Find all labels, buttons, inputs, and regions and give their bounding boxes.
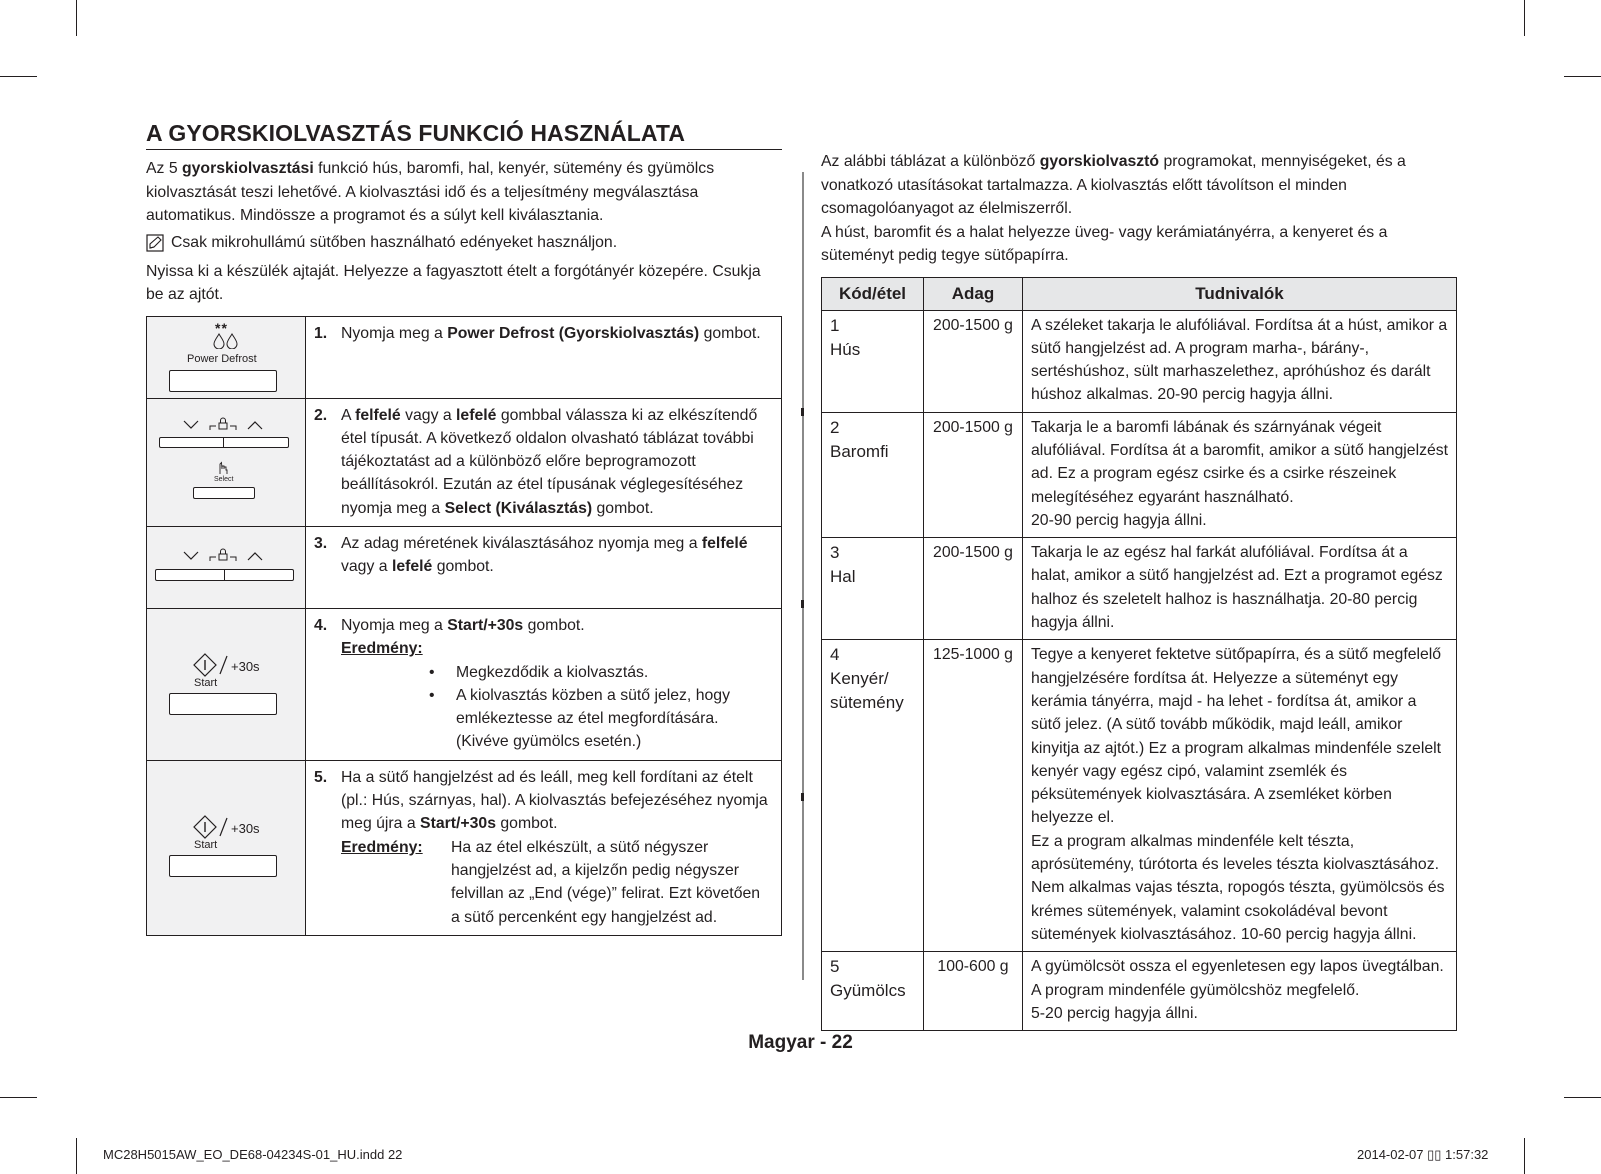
- note-text: Csak mikrohullámú sütőben használható edényeket használjon.: [171, 233, 618, 251]
- step-number: 4.: [314, 616, 328, 634]
- defrost-programs-table: [821, 277, 1457, 1032]
- intro-text: Az 5: [146, 160, 182, 177]
- power-defrost-label: Power Defrost: [187, 352, 257, 365]
- step-number: 3.: [314, 534, 328, 552]
- left-column: [146, 120, 782, 936]
- crop-mark: [76, 1138, 77, 1174]
- crop-mark: [1564, 76, 1601, 77]
- step-2: [306, 398, 782, 526]
- start-button[interactable]: [169, 855, 277, 877]
- up-down-panel: [147, 526, 306, 608]
- result-label: Eredmény:: [341, 640, 423, 658]
- up-button[interactable]: [224, 569, 294, 581]
- column-header: Kód/étel: [822, 277, 924, 310]
- hand-icon: [217, 461, 229, 475]
- list-item: • A kiolvasztás közben a sütő jelez, hogy emlékeztesse az étel megfordítására. (Kivéve gyümölcs esetén.): [429, 684, 773, 754]
- table-row: [822, 310, 1457, 412]
- table-row: [822, 412, 1457, 537]
- notes-cell: Takarja le az egész hal farkát alufóliával. Fordítsa át a halat, amikor a sütő hangjelzést ad. Ezt a programot egész halhoz és szeletelt halhoz is használhatja. 20-80 percig hagyja állni.: [1023, 538, 1457, 640]
- step-text: Nyomja meg a Power Defrost (Gyorskiolvasztás) gombot.: [341, 324, 761, 342]
- down-arrow-icon: [183, 551, 199, 561]
- notes-cell: A széleket takarja le alufóliával. Fordítsa át a húst, amikor a sütő hangjelzést ad. A program marha-, bárány-, sertéshúshoz, sült marhaszelethez, apróhúshoz és darált húshoz alkalmas. 20-90 percig hagyja állni.: [1023, 310, 1457, 412]
- plus30-label: +30s: [231, 658, 260, 674]
- step-row: [147, 608, 782, 760]
- footer-date: 2014-02-07 ▯▯ 1:57:32: [1357, 1147, 1489, 1162]
- divider-tick: [801, 600, 804, 608]
- step-number: 2.: [314, 406, 328, 424]
- power-defrost-panel: [147, 316, 306, 398]
- step-5: [306, 760, 782, 935]
- step-text: Az adag méretének kiválasztásához nyomja meg a felfelé vagy a lefelé gombot.: [341, 534, 748, 576]
- amount-cell: 100-600 g: [924, 952, 1023, 1031]
- water-drops-icon: [213, 333, 239, 349]
- step-1: [306, 316, 782, 398]
- start-panel: [147, 608, 306, 760]
- intro-text-rest: funkció hús, baromfi, hal, kenyér, sütemény és gyümölcs kiolvasztását teszi lehetővé. A kiolvasztási idő és a teljesítmény megválasztása automatikus. Mindössze a programot és a súlyt kell kiválasztania.: [146, 160, 715, 224]
- crop-mark: [1524, 0, 1525, 36]
- code-cell: 1 Hús: [822, 310, 924, 412]
- column-header: Adag: [924, 277, 1023, 310]
- notes-cell: A gyümölcsöt ossza el egyenletesen egy lapos üvegtálban. A program mindenféle gyümölcshöz megfelelő. 5-20 percig hagyja állni.: [1023, 952, 1457, 1031]
- intro-paragraph: [146, 157, 782, 228]
- step-text: Ha a sütő hangjelzést ad és leáll, meg kell fordítani az ételt (pl.: Hús, szárnyas, hal). A kiolvasztás befejezéséhez nyomja meg újra a Start/+30s gombot. Eredmény: Ha az étel elkészült, a sütő négyszer hangjelzést ad, a kijelzőn pedig négyszer felvillan az „End (vége)” felirat. Ezt követően a sütő percenként egy hangjelzést ad.: [341, 766, 773, 929]
- step-text: A felfelé vagy a lefelé gombbal válassza ki az elkészítendő étel típusát. A következő oldalon olvasható táblázat további tájékoztatást ad a különböző előre beprogramozott beállításokról. Ezután az étel típusának véglegesítéséhez nyomja meg a Select (Kiválasztás) gombot.: [341, 406, 758, 517]
- amount-cell: 200-1500 g: [924, 412, 1023, 537]
- crop-mark: [0, 1097, 37, 1098]
- step-text: Nyomja meg a Start/+30s gombot. Eredmény: • Megkezdődik a kiolvasztás. • A kiolvasztás közben a sütő jelez, hogy emlékeztesse az étel megfordítására. (Kivéve gyümölcs esetén.): [341, 614, 773, 754]
- column-header: Tudnivalók: [1023, 277, 1457, 310]
- amount-cell: 200-1500 g: [924, 538, 1023, 640]
- start-label: Start: [194, 676, 218, 689]
- code-cell: 3 Hal: [822, 538, 924, 640]
- page-number: Magyar - 22: [748, 1032, 853, 1053]
- right-column: [821, 150, 1457, 1031]
- code-cell: 5 Gyümölcs: [822, 952, 924, 1031]
- up-arrow-icon: [247, 420, 263, 430]
- crop-mark: [1524, 1138, 1525, 1174]
- amount-cell: 200-1500 g: [924, 310, 1023, 412]
- power-defrost-button[interactable]: [169, 370, 277, 392]
- table-row: [822, 640, 1457, 952]
- snowflake-icon: **: [215, 319, 228, 336]
- lock-icon: [209, 417, 237, 431]
- crop-mark: [0, 76, 37, 77]
- plus30-label: +30s: [231, 820, 260, 836]
- down-button[interactable]: [159, 437, 224, 448]
- code-cell: 4 Kenyér/ sütemény: [822, 640, 924, 952]
- list-item: • Megkezdődik a kiolvasztás.: [429, 661, 773, 684]
- code-cell: 2 Baromfi: [822, 412, 924, 537]
- table-intro: Az alábbi táblázat a különböző gyorskiolvasztó programokat, mennyiségeket, és a vonatkozó utasításokat tartalmazza. A kiolvasztás előtt távolítson el minden csomagolóanyagot az élelmiszerről.: [821, 153, 1406, 217]
- notes-cell: Takarja le a baromfi lábának és szárnyának végeit alufóliával. Fordítsa át a baromfit, amikor a sütő hangjelzést ad. Ez a program egész csirke és a csirke részeinek melegítéséhez egyaránt használható. 20-90 percig hagyja állni.: [1023, 412, 1457, 537]
- amount-cell: 125-1000 g: [924, 640, 1023, 952]
- footer-filename: MC28H5015AW_EO_DE68-04234S-01_HU.indd 22: [103, 1147, 403, 1162]
- start-button[interactable]: [169, 693, 277, 715]
- start-label: Start: [194, 838, 218, 851]
- step-row: [147, 398, 782, 526]
- up-button[interactable]: [223, 437, 289, 448]
- up-down-select-panel: [147, 398, 306, 526]
- table-intro-2: A húst, baromfit és a halat helyezze üveg- vagy kerámiatányérra, a kenyeret és a süteményt pedig tegye sütőpapírra.: [821, 223, 1388, 264]
- crop-mark: [76, 0, 77, 36]
- result-label: Eredmény:: [341, 838, 423, 856]
- select-button[interactable]: [193, 487, 255, 499]
- table-row: [822, 952, 1457, 1031]
- note-icon: [146, 234, 164, 252]
- table-row: [822, 538, 1457, 640]
- step-number: 1.: [314, 324, 328, 342]
- step-row: [147, 760, 782, 935]
- step-number: 5.: [314, 768, 328, 786]
- result-bullets: [429, 661, 773, 754]
- up-arrow-icon: [247, 551, 263, 561]
- step-row: [147, 316, 782, 398]
- start-panel: [147, 760, 306, 935]
- divider-tick: [801, 408, 804, 416]
- intro-bold: gyorskiolvasztási: [182, 160, 314, 177]
- divider-tick: [801, 793, 804, 801]
- lock-icon: [209, 548, 237, 562]
- start-icon: [193, 653, 229, 677]
- notes-cell: Tegye a kenyeret fektetve sütőpapírra, és a sütő megfelelő hangjelzésére fordítsa át. Helyezze a süteményt egy kerámia tányérra, majd - ha lehet - fordítsa át, amikor a sütő jelez. (A sütő tovább működik, majd leáll, amikor kinyitja az ajtót.) Ez a program alkalmas mindenféle szelelt kenyér vagy egész cipó, valamint zsemlék és péksütemények kiolvasztására. A zsemléket körben helyezze el. Ez a program alkalmas mindenféle kelt tészta, aprósütemény, túrótorta és leveles tészta kiolvasztásához. Nem alkalmas vajas tészta, ropogós tészta, gyümölcsös és krémes sütemények, valamint csokoládéval bevont sütemények kiolvasztásához. 10-60 percig hagyja állni.: [1023, 640, 1457, 952]
- start-icon: [193, 815, 229, 839]
- note: [146, 234, 782, 252]
- crop-mark: [1564, 1097, 1601, 1098]
- page-title: A GYORSKIOLVASZTÁS FUNKCIÓ HASZNÁLATA: [146, 120, 782, 150]
- result-row: [341, 836, 773, 929]
- column-divider: [802, 172, 804, 980]
- step-3: [306, 526, 782, 608]
- steps-table: [146, 316, 782, 936]
- down-arrow-icon: [183, 420, 199, 430]
- down-button[interactable]: [155, 569, 225, 581]
- select-label: Select: [214, 475, 234, 483]
- table-header-row: [822, 277, 1457, 310]
- step-row: [147, 526, 782, 608]
- open-door-paragraph: Nyissa ki a készülék ajtaját. Helyezze a fagyasztott ételt a forgótányér közepére. Csukja be az ajtót.: [146, 262, 761, 303]
- step-4: [306, 608, 782, 760]
- result-text: Ha az étel elkészült, a sütő négyszer hangjelzést ad, a kijelzőn pedig négyszer felvillan az „End (vége)” felirat. Ezt követően a sütő percenként egy hangjelzést ad.: [451, 838, 761, 926]
